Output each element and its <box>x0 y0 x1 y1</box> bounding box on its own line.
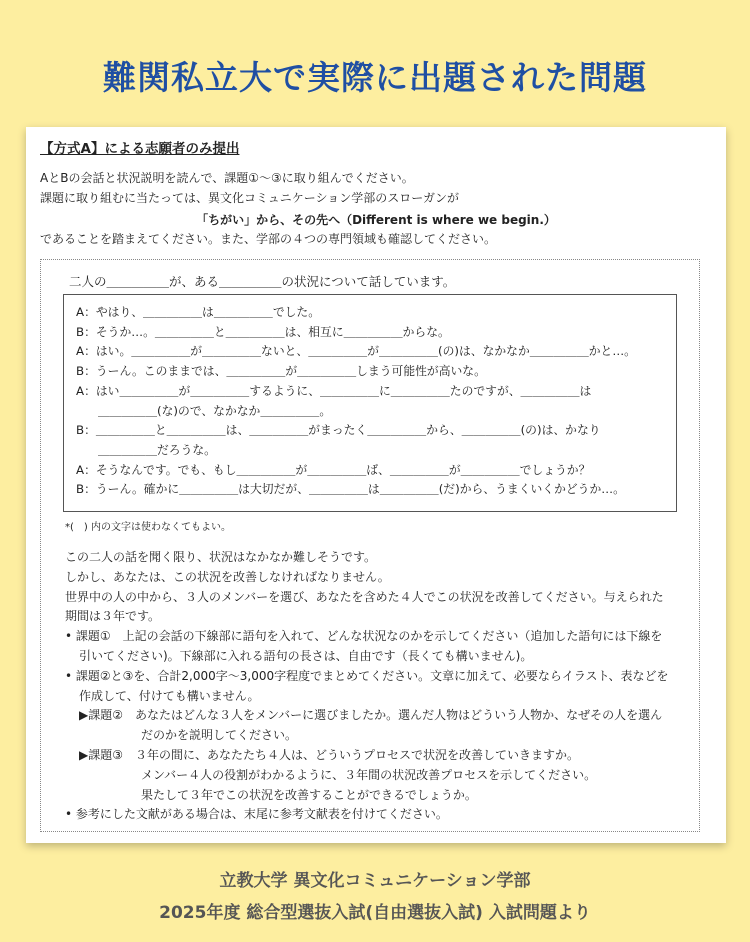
dialog-line: B：そうか…。＿＿＿＿＿と＿＿＿＿＿は、相互に＿＿＿＿＿からな。 <box>76 324 450 339</box>
instruction-line: この二人の話を聞く限り、状況はなかなか難しそうです。 <box>65 550 377 564</box>
instruction-line: 期間は３年です。 <box>65 609 161 624</box>
dialog-line: A：そうなんです。でも、もし＿＿＿＿＿が＿＿＿＿＿ば、＿＿＿＿＿が＿＿＿＿＿でしょうか？ <box>76 462 591 477</box>
instruction-line: • 参考にした文献がある場合は、末尾に参考文献表を付けてください。 <box>65 807 448 822</box>
instruction-line: 引いてください)。下線部に入れる語句の長さは、自由です（長くても構いません)。 <box>79 648 533 663</box>
slogan: 「ちがい」から、その先へ（Different is where we begin.） <box>196 213 556 227</box>
dialog-line: A：はい。＿＿＿＿＿が＿＿＿＿＿ないと、＿＿＿＿＿が＿＿＿＿＿(の)は、なかなか＿＿＿＿＿かと…。 <box>76 344 636 359</box>
intro-line-2: 課題に取り組むに当たっては、異文化コミュニケーション学部のスローガンが <box>40 191 460 205</box>
dialog-line: ＿＿＿＿＿だろうな。 <box>98 442 216 457</box>
dialog-line: B：うーん。確かに＿＿＿＿＿は大切だが、＿＿＿＿＿は＿＿＿＿＿(だ)から、うまくいくかどうか…。 <box>76 482 625 497</box>
instruction-line: 果たして３年でこの状況を改善することができるでしょうか。 <box>141 787 477 802</box>
dialog-line: A：やはり、＿＿＿＿＿は＿＿＿＿＿でした。 <box>76 305 321 319</box>
instructions <box>65 548 690 825</box>
problem-box <box>40 259 700 832</box>
instruction-line: メンバー４人の役割がわかるように、３年間の状況改善プロセスを示してください。 <box>141 767 597 782</box>
instruction-line: 作成して、付けても構いません。 <box>79 688 260 703</box>
dialog-line: B：うーん。このままでは、＿＿＿＿＿が＿＿＿＿＿しまう可能性が高いな。 <box>76 364 486 379</box>
instruction-line: ▶課題③ ３年の間に、あなたたち４人は、どういうプロセスで状況を改善していきますか。 <box>79 747 579 762</box>
instruction-line: • 課題②と③を、合計2,000字〜3,000字程度でまとめてください。文章に加えて、必要ならイラスト、表などを <box>65 668 669 683</box>
dialog-line: ＿＿＿＿＿(な)ので、なかなか＿＿＿＿＿。 <box>98 403 332 418</box>
instruction-line: • 課題① 上記の会話の下線部に語句を入れて、どんな状況なのかを示してください（追加した語句には下線を <box>65 629 663 644</box>
section-heading: 【方式A】による志願者のみ提出 <box>40 141 240 157</box>
page-title: 難関私立大で実際に出題された問題 <box>103 58 647 97</box>
source-exam: 2025年度 総合型選抜入試(自由選抜入試) 入試問題より <box>159 903 591 923</box>
instruction-line: ▶課題② あなたはどんな３人をメンバーに選びましたか。選んだ人物はどういう人物か、なぜその人を選ん <box>79 708 663 723</box>
dialog-box <box>63 294 677 512</box>
instruction-line: しかし、あなたは、この状況を改善しなければなりません。 <box>65 569 390 584</box>
exam-paper <box>26 127 726 843</box>
dialog-heading: 二人の＿＿＿＿＿が、ある＿＿＿＿＿の状況について話しています。 <box>69 274 456 289</box>
instruction-line: だのかを説明してください。 <box>141 728 298 743</box>
intro-line-3: であることを踏まえてください。また、学部の４つの専門領域も確認してください。 <box>40 232 497 246</box>
note: *( ) 内の文字は使わなくてもよい。 <box>65 522 231 533</box>
intro-line-1: AとBの会話と状況説明を読んで、課題①〜③に取り組んでください。 <box>40 171 414 185</box>
dialog-line: A：はい＿＿＿＿＿が＿＿＿＿＿するように、＿＿＿＿＿に＿＿＿＿＿たのですが、＿＿＿＿＿は <box>76 383 592 398</box>
source-university: 立教大学 異文化コミュニケーション学部 <box>219 871 531 891</box>
dialog-line: B：＿＿＿＿＿と＿＿＿＿＿は、＿＿＿＿＿がまったく＿＿＿＿＿から、＿＿＿＿＿(の)は、かなり <box>76 423 601 438</box>
instruction-line: 世界中の人の中から、３人のメンバーを選び、あなたを含めた４人でこの状況を改善してください。与えられた <box>65 589 664 604</box>
